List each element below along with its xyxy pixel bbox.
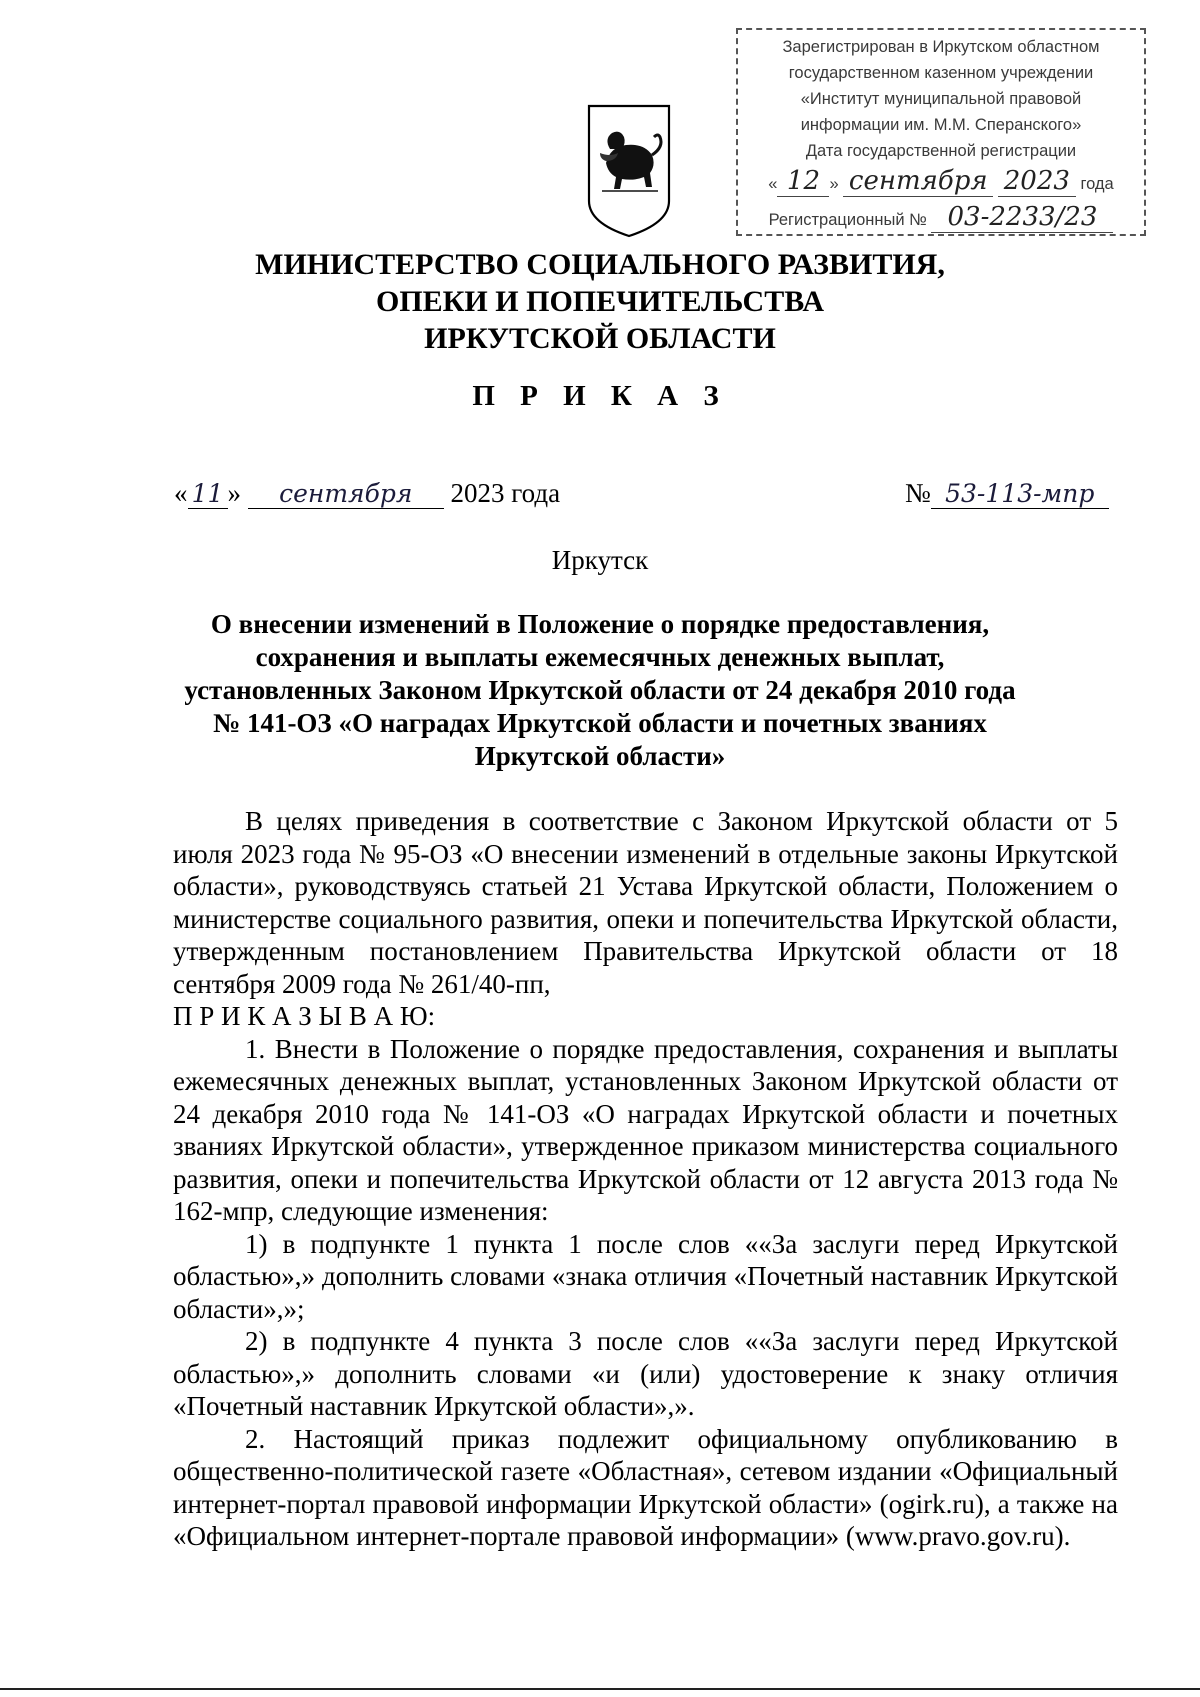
stamp-date-open: « (768, 175, 778, 193)
number-label: № (905, 478, 931, 508)
stamp-line-3: «Институт муниципальной правовой (800, 90, 1082, 108)
stamp-date-year: 2023 (998, 166, 1076, 197)
document-body (173, 805, 1118, 1553)
stamp-line-4: информации им. М.М. Сперанского» (800, 116, 1082, 134)
order-date (174, 478, 560, 509)
date-open-quote: « (174, 478, 188, 508)
number-value: 53-113-мпр (931, 479, 1109, 509)
ministry-line-1: МИНИСТЕРСТВО СОЦИАЛЬНОГО РАЗВИТИЯ, (255, 248, 945, 281)
stamp-date-line (738, 166, 1144, 197)
stamp-reg-line (738, 202, 1144, 233)
item-2-paragraph: 2. Настоящий приказ подлежит официальному опубликованию в общественно-политической газете «Областная», сетевом издании «Официальный интернет-портал правовой информации Иркутской области» (ogirk.ru), а также на «Официальном интернет-портале правовой информации» (www.pravo.gov.ru). (173, 1423, 1118, 1551)
stamp-reg-number: 03-2233/23 (931, 202, 1113, 233)
date-close-quote: » (227, 478, 241, 508)
preamble-paragraph: В целях приведения в соответствие с Законом Иркутской области от 5 июля 2023 года № 95-ОЗ «О внесении изменений в отдельные законы Иркутской области», руководствуясь статьей 21 Устава Иркутской области, Положением о министерстве социального развития, опеки и попечительства Иркутской области, утвержденным постановлением Правительства Иркутской области от 18 сентября 2009 года № 261/40-пп, (173, 806, 1118, 999)
title-line-5: Иркутской области» (474, 741, 726, 771)
stamp-date-month: сентября (843, 166, 993, 197)
city: Иркутск (551, 545, 649, 575)
subitem-2-paragraph: 2) в подпункте 4 пункта 3 после слов ««За заслуги перед Иркутской областью»,» дополнить словами «и (или) удостоверение к знаку отличия «Почетный наставник Иркутской области»,». (173, 1326, 1118, 1421)
subitem-1-paragraph: 1) в подпункте 1 пункта 1 после слов ««За заслуги перед Иркутской областью»,» дополнить словами «знака отличия «Почетный наставник Иркутской области»,»; (173, 1228, 1118, 1324)
stamp-line-5: Дата государственной регистрации (805, 142, 1077, 160)
document-title (0, 608, 1200, 773)
title-line-4: № 141-ОЗ «О наградах Иркутской области и почетных званиях (213, 708, 987, 738)
order-number (905, 478, 1109, 509)
stamp-line-2: государственном казенном учреждении (788, 64, 1094, 82)
stamp-line-1: Зарегистрирован в Иркутском областном (782, 38, 1100, 56)
item-1-paragraph: 1. Внести в Положение о порядке предоставления, сохранения и выплаты ежемесячных денежных выплат, установленных Законом Иркутской области от 24 декабря 2010 года № 141-ОЗ «О наградах Иркутской области и почетных званиях Иркутской области», утвержденное приказом министерства социального развития, опеки и попечительства Иркутской области от 12 августа 2013 года № 162-мпр, следующие изменения: (173, 1033, 1118, 1226)
title-line-3: установленных Законом Иркутской области от 24 декабря 2010 года (184, 675, 1016, 705)
stamp-date-close: » (829, 175, 839, 193)
stamp-reg-label: Регистрационный № (768, 211, 927, 229)
stamp-date-suffix: года (1080, 175, 1114, 193)
document-type: П Р И К А З (472, 380, 728, 412)
title-line-1: О внесении изменений в Положение о порядке предоставления, (210, 609, 990, 639)
stamp-date-day: 12 (777, 166, 829, 197)
coat-of-arms-emblem (586, 103, 672, 239)
date-day: 11 (188, 479, 228, 509)
order-word: П Р И К А З Ы В А Ю: (173, 1001, 436, 1031)
date-year: 2023 года (450, 478, 561, 508)
ministry-line-2: ОПЕКИ И ПОПЕЧИТЕЛЬСТВА (376, 285, 824, 318)
ministry-name (0, 246, 1200, 357)
ministry-line-3: ИРКУТСКОЙ ОБЛАСТИ (424, 322, 776, 355)
page-bottom-divider (0, 1688, 1200, 1690)
registration-stamp (736, 28, 1146, 236)
title-line-2: сохранения и выплаты ежемесячных денежных выплат, (255, 642, 945, 672)
date-month: сентября (248, 479, 444, 509)
